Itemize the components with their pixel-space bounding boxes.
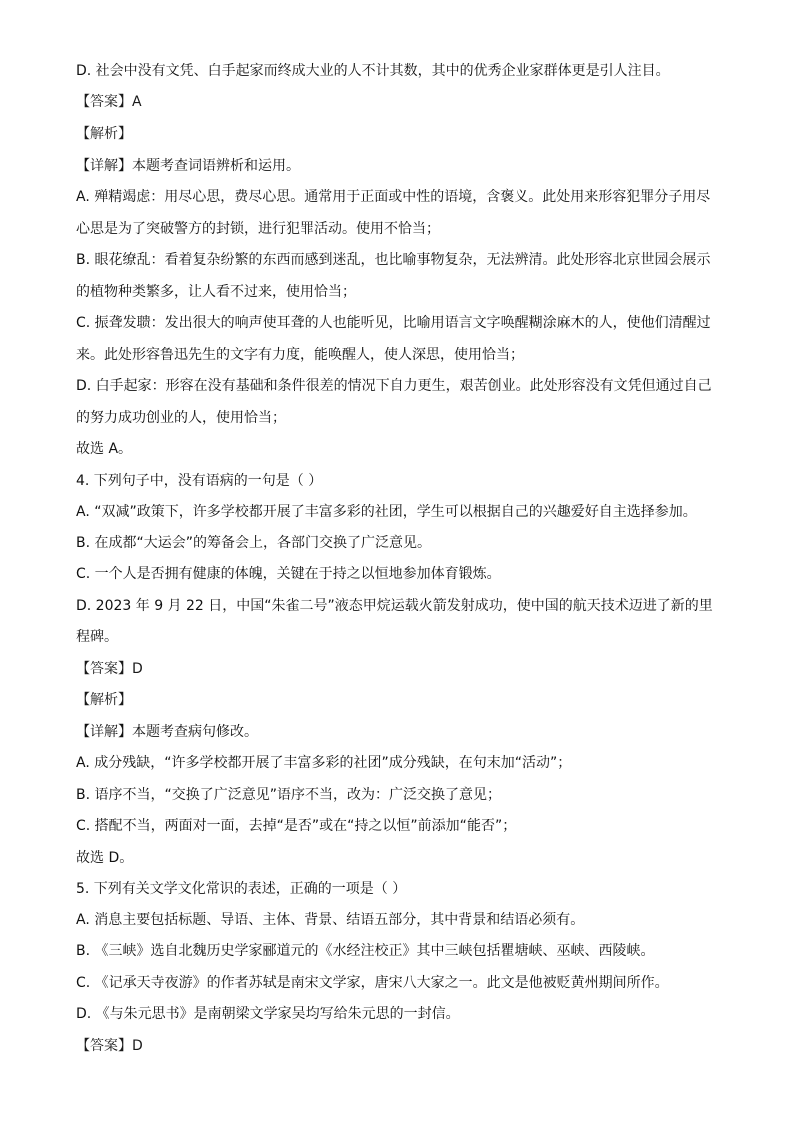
detail-q4: 【详解】本题考查病句修改。 bbox=[76, 724, 258, 740]
analysis-label-q4: 【解析】 bbox=[76, 692, 132, 708]
conclusion-q3: 故选 A。 bbox=[76, 441, 133, 457]
conclusion-q4: 故选 D。 bbox=[76, 850, 134, 866]
option-d-q4-1: D. 2023 年 9 月 22 日，中国“朱雀二号”液态甲烷运载火箭发射成功，使中国的航天技术迈进了新的里 bbox=[76, 598, 713, 614]
answer-label-q3: 【答案】A bbox=[76, 94, 142, 110]
explain-a-q3-1: A. 殚精竭虑：用尽心思，费尽心思。通常用于正面或中性的语境，含褒义。此处用来形容犯罪分子用尽 bbox=[76, 189, 711, 205]
option-d-q5: D. 《与朱元思书》是南朝梁文学家吴均写给朱元思的一封信。 bbox=[76, 1006, 460, 1022]
explain-a-q4: A. 成分残缺，“许多学校都开展了丰富多彩的社团”成分残缺，在句末加“活动”； bbox=[76, 755, 572, 771]
explain-b-q3-1: B. 眼花缭乱：看着复杂纷繁的东西而感到迷乱，也比喻事物复杂，无法辨清。此处形容北京世园会展示 bbox=[76, 252, 711, 268]
answer-label-q4: 【答案】D bbox=[76, 661, 143, 677]
explain-c-q3-1: C. 振聋发聩：发出很大的响声使耳聋的人也能听见，比喻用语言文字唤醒糊涂麻木的人，使他们清醒过 bbox=[76, 315, 711, 331]
detail-q3: 【详解】本题考查词语辨析和运用。 bbox=[76, 158, 300, 174]
explain-c-q3-2: 来。此处形容鲁迅先生的文字有力度，能唤醒人，使人深思，使用恰当； bbox=[76, 347, 524, 363]
analysis-label-q3: 【解析】 bbox=[76, 126, 132, 142]
option-c-q4: C. 一个人是否拥有健康的体魄，关键在于持之以恒地参加体育锻炼。 bbox=[76, 566, 501, 582]
question-5: 5. 下列有关文学文化常识的表述，正确的一项是（ ） bbox=[76, 881, 407, 897]
option-d-q4-2: 程碑。 bbox=[76, 629, 118, 645]
option-d-q3: D. 社会中没有文凭、白手起家而终成大业的人不计其数，其中的优秀企业家群体更是引人注目。 bbox=[76, 63, 670, 79]
option-a-q4: A. “双减”政策下，许多学校都开展了丰富多彩的社团，学生可以根据自己的兴趣爱好自主选择参加。 bbox=[76, 504, 697, 520]
option-c-q5: C. 《记承天寺夜游》的作者苏轼是南宋文学家，唐宋八大家之一。此文是他被贬黄州期间所作。 bbox=[76, 975, 669, 991]
question-4: 4. 下列句子中，没有语病的一句是（ ） bbox=[76, 473, 323, 489]
explain-b-q4: B. 语序不当，“交换了广泛意见”语序不当，改为：广泛交换了意见； bbox=[76, 787, 502, 803]
explain-d-q3-2: 的努力成功创业的人，使用恰当； bbox=[76, 410, 286, 426]
explain-b-q3-2: 的植物种类繁多，让人看不过来，使用恰当； bbox=[76, 284, 356, 300]
answer-label-q5: 【答案】D bbox=[76, 1038, 143, 1054]
explain-a-q3-2: 心思是为了突破警方的封锁，进行犯罪活动。使用不恰当； bbox=[76, 221, 440, 237]
explain-d-q3-1: D. 白手起家：形容在没有基础和条件很差的情况下自力更生，艰苦创业。此处形容没有文凭但通过自己 bbox=[76, 378, 712, 394]
option-b-q4: B. 在成都“大运会”的筹备会上，各部门交换了广泛意见。 bbox=[76, 535, 432, 551]
explain-c-q4: C. 搭配不当，两面对一面，去掉“是否”或在“持之以恒”前添加“能否”； bbox=[76, 818, 517, 834]
option-a-q5: A. 消息主要包括标题、导语、主体、背景、结语五部分，其中背景和结语必须有。 bbox=[76, 912, 585, 928]
option-b-q5: B. 《三峡》选自北魏历史学家郦道元的《水经注校正》其中三峡包括瞿塘峡、巫峡、西陵峡。 bbox=[76, 943, 655, 959]
